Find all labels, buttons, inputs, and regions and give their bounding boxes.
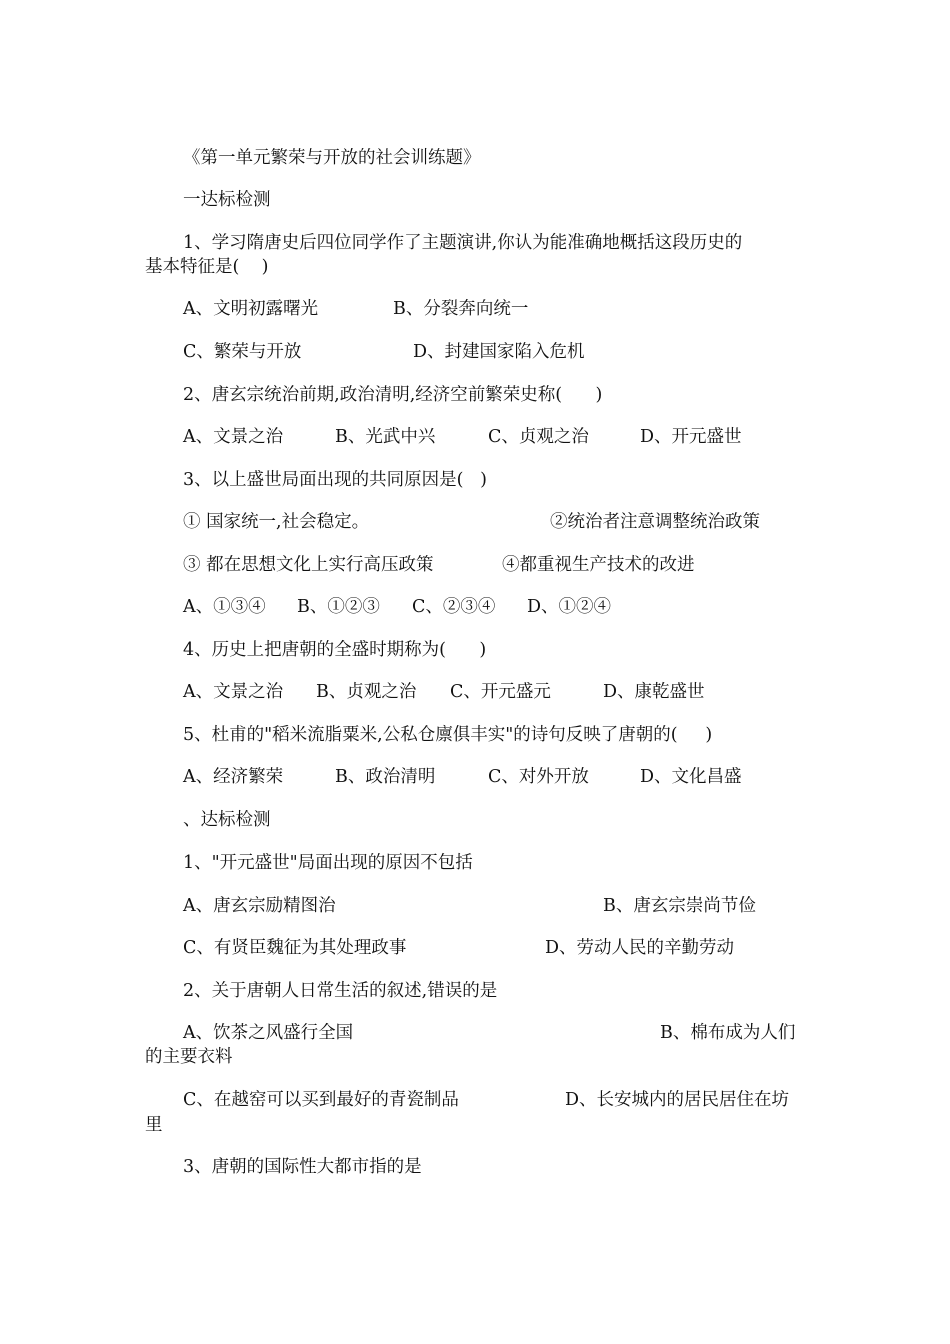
question-text: 4、历史上把唐朝的全盛时期称为( ) bbox=[183, 640, 487, 660]
option-a: A、文明初露曙光 bbox=[183, 299, 319, 319]
option-c: C、在越窑可以买到最好的青瓷制品 bbox=[183, 1090, 459, 1110]
statement-1: ① 国家统一,社会稳定。 bbox=[183, 512, 370, 532]
option-a: A、饮茶之风盛行全国 bbox=[183, 1023, 354, 1043]
question-text: 1、学习隋唐史后四位同学作了主题演讲,你认为能准确地概括这段历史的 bbox=[183, 233, 743, 253]
option-a: A、经济繁荣 bbox=[183, 767, 284, 787]
option-a: A、文景之治 bbox=[183, 427, 284, 447]
option-b: B、棉布成为人们 bbox=[660, 1023, 796, 1043]
option-b: B、政治清明 bbox=[335, 767, 436, 787]
option-c: C、对外开放 bbox=[488, 767, 589, 787]
question-text: 2、关于唐朝人日常生活的叙述,错误的是 bbox=[183, 981, 498, 1001]
section-heading: 、达标检测 bbox=[183, 810, 271, 830]
option-c: C、贞观之治 bbox=[488, 427, 589, 447]
statement-3: ③ 都在思想文化上实行高压政策 bbox=[183, 555, 434, 575]
option-b: B、贞观之治 bbox=[316, 682, 417, 702]
question-text-continued: 基本特征是( ) bbox=[145, 257, 269, 277]
statement-2: ②统治者注意调整统治政策 bbox=[550, 512, 760, 532]
question-text: 5、杜甫的"稻米流脂粟米,公私仓廪俱丰实"的诗句反映了唐朝的( ) bbox=[183, 725, 713, 745]
option-c: C、开元盛元 bbox=[450, 682, 551, 702]
option-a: A、①③④ bbox=[183, 597, 266, 617]
option-d: D、开元盛世 bbox=[640, 427, 742, 447]
option-a: A、唐玄宗励精图治 bbox=[183, 896, 336, 916]
question-text: 2、唐玄宗统治前期,政治清明,经济空前繁荣史称( ) bbox=[183, 385, 603, 405]
option-c: C、②③④ bbox=[412, 597, 496, 617]
option-d: D、文化昌盛 bbox=[640, 767, 742, 787]
option-a: A、文景之治 bbox=[183, 682, 284, 702]
document-title: 《第一单元繁荣与开放的社会训练题》 bbox=[183, 148, 481, 168]
option-b: B、①②③ bbox=[297, 597, 380, 617]
section-heading: 一达标检测 bbox=[183, 190, 271, 210]
option-b: B、分裂奔向统一 bbox=[393, 299, 529, 319]
option-d: D、封建国家陷入危机 bbox=[413, 342, 585, 362]
option-d: D、①②④ bbox=[527, 597, 612, 617]
option-b: B、唐玄宗崇尚节俭 bbox=[603, 896, 756, 916]
option-d-continued: 里 bbox=[145, 1115, 163, 1135]
question-text: 3、以上盛世局面出现的共同原因是( ) bbox=[183, 470, 487, 490]
option-d: D、劳动人民的辛勤劳动 bbox=[545, 938, 735, 958]
option-d: D、长安城内的居民居住在坊 bbox=[565, 1090, 790, 1110]
option-c: C、有贤臣魏征为其处理政事 bbox=[183, 938, 407, 958]
statement-4: ④都重视生产技术的改进 bbox=[502, 555, 695, 575]
option-d: D、康乾盛世 bbox=[603, 682, 705, 702]
question-text: 3、唐朝的国际性大都市指的是 bbox=[183, 1157, 422, 1177]
option-b: B、光武中兴 bbox=[335, 427, 436, 447]
question-text: 1、"开元盛世"局面出现的原因不包括 bbox=[183, 853, 473, 873]
option-c: C、繁荣与开放 bbox=[183, 342, 302, 362]
option-b-continued: 的主要衣料 bbox=[145, 1047, 233, 1067]
